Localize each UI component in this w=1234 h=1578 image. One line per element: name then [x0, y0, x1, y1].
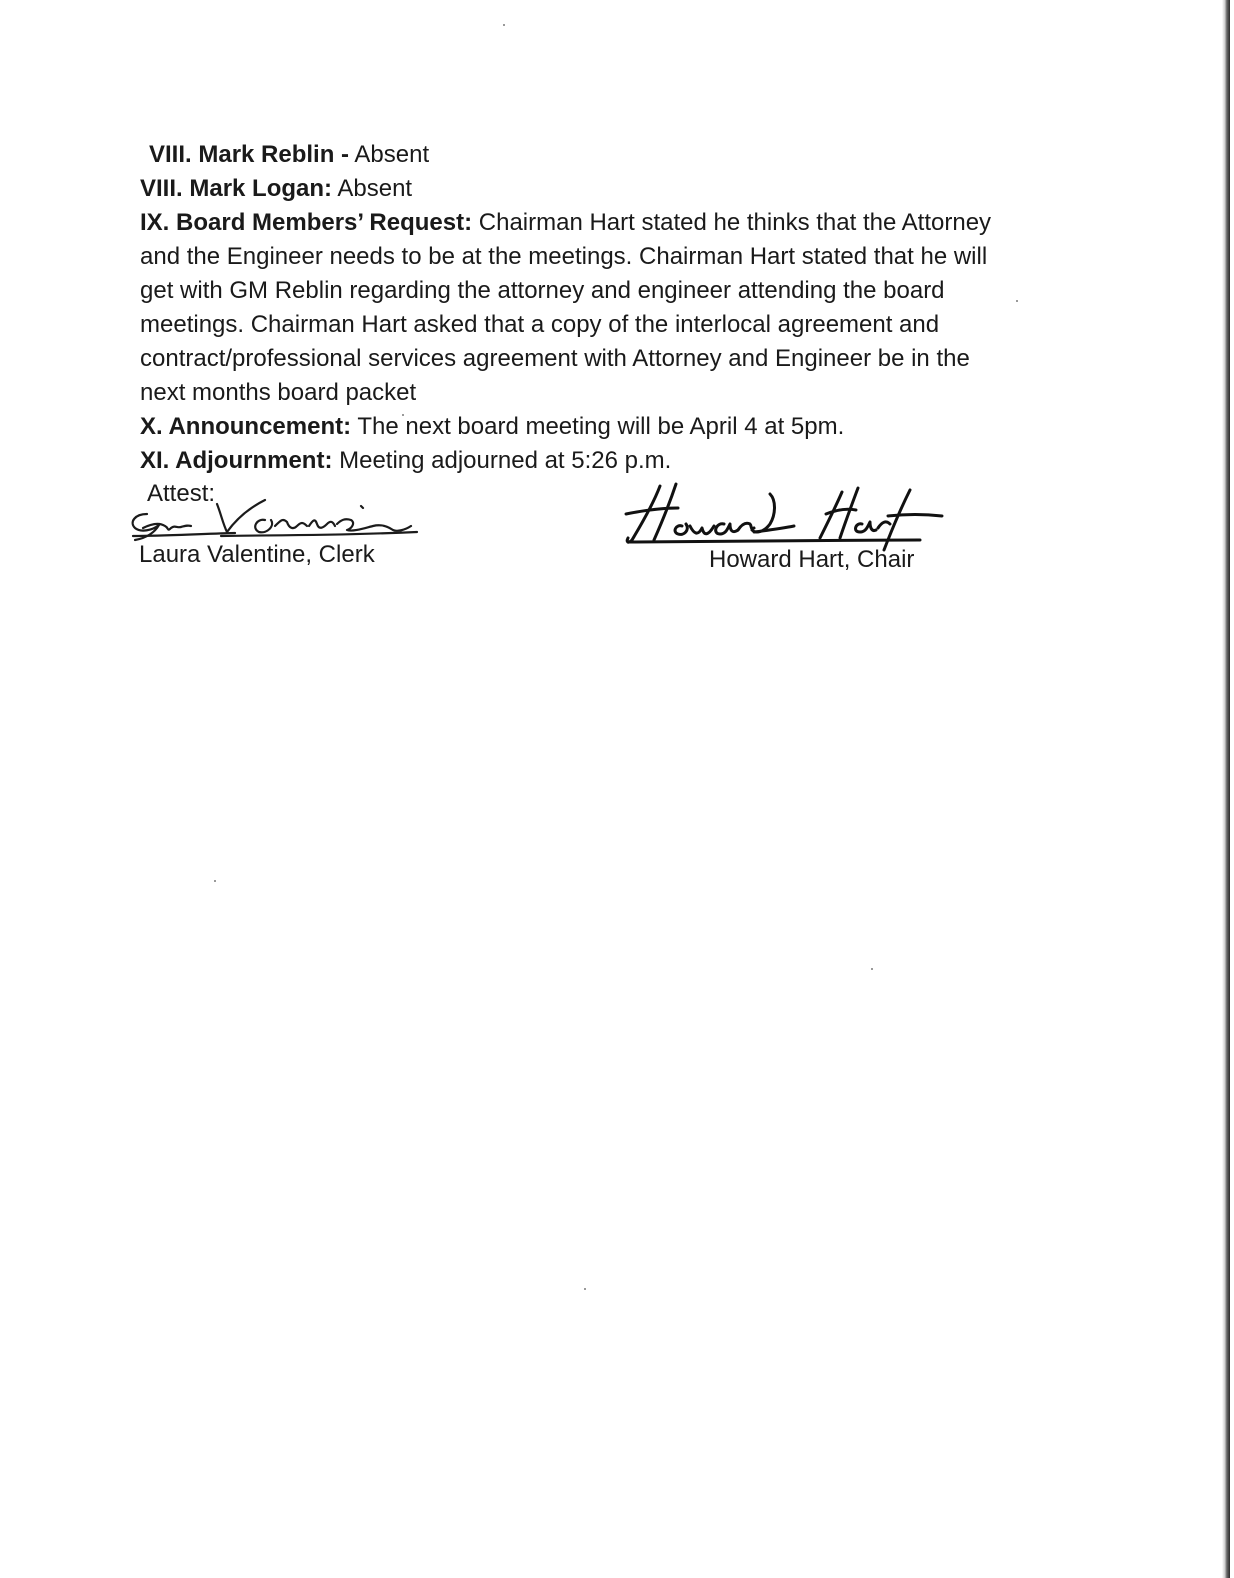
paragraph-row: contract/professional services agreement with Attorney and Engineer be in the — [140, 345, 970, 372]
item-text: Absent — [332, 175, 413, 202]
item-board-members-request — [140, 206, 1055, 410]
clerk-name: Laura Valentine, Clerk — [139, 541, 375, 568]
scan-speck — [214, 880, 216, 882]
scan-speck — [871, 968, 873, 970]
item-announcement — [140, 410, 1055, 444]
paragraph-row — [140, 206, 1055, 240]
paragraph-row: meetings. Chairman Hart asked that a copy of the interlocal agreement and — [140, 311, 940, 338]
scan-page-edge — [1222, 0, 1230, 1578]
item-label: VIII. Mark Logan: — [140, 175, 333, 202]
item-adjournment — [140, 444, 1055, 478]
meeting-minutes — [140, 138, 1055, 478]
scan-speck — [584, 1288, 586, 1290]
item-text: Meeting adjourned at 5:26 p.m. — [332, 447, 672, 474]
attest-label: Attest: — [147, 480, 216, 507]
item-label: X. Announcement: — [140, 413, 352, 440]
item-text: Chairman Hart stated he thinks that the Attorney — [472, 209, 992, 236]
item-text: The next board meeting will be April 4 at 5pm. — [351, 413, 845, 440]
paragraph-row: and the Engineer needs to be at the meetings. Chairman Hart stated that he will — [140, 243, 988, 270]
item-label: XI. Adjournment: — [140, 447, 333, 474]
paragraph-row: next months board packet — [140, 379, 417, 406]
item-mark-reblin — [140, 138, 1055, 172]
chair-signature — [620, 480, 950, 554]
paragraph-row: get with GM Reblin regarding the attorney and engineer attending the board — [140, 277, 945, 304]
item-mark-logan — [140, 172, 1055, 206]
item-label: IX. Board Members’ Request: — [140, 209, 473, 236]
item-label: VIII. Mark Reblin - — [149, 141, 350, 168]
chair-name: Howard Hart, Chair — [709, 546, 915, 573]
item-text: Absent — [349, 141, 430, 168]
scan-speck — [503, 24, 505, 26]
